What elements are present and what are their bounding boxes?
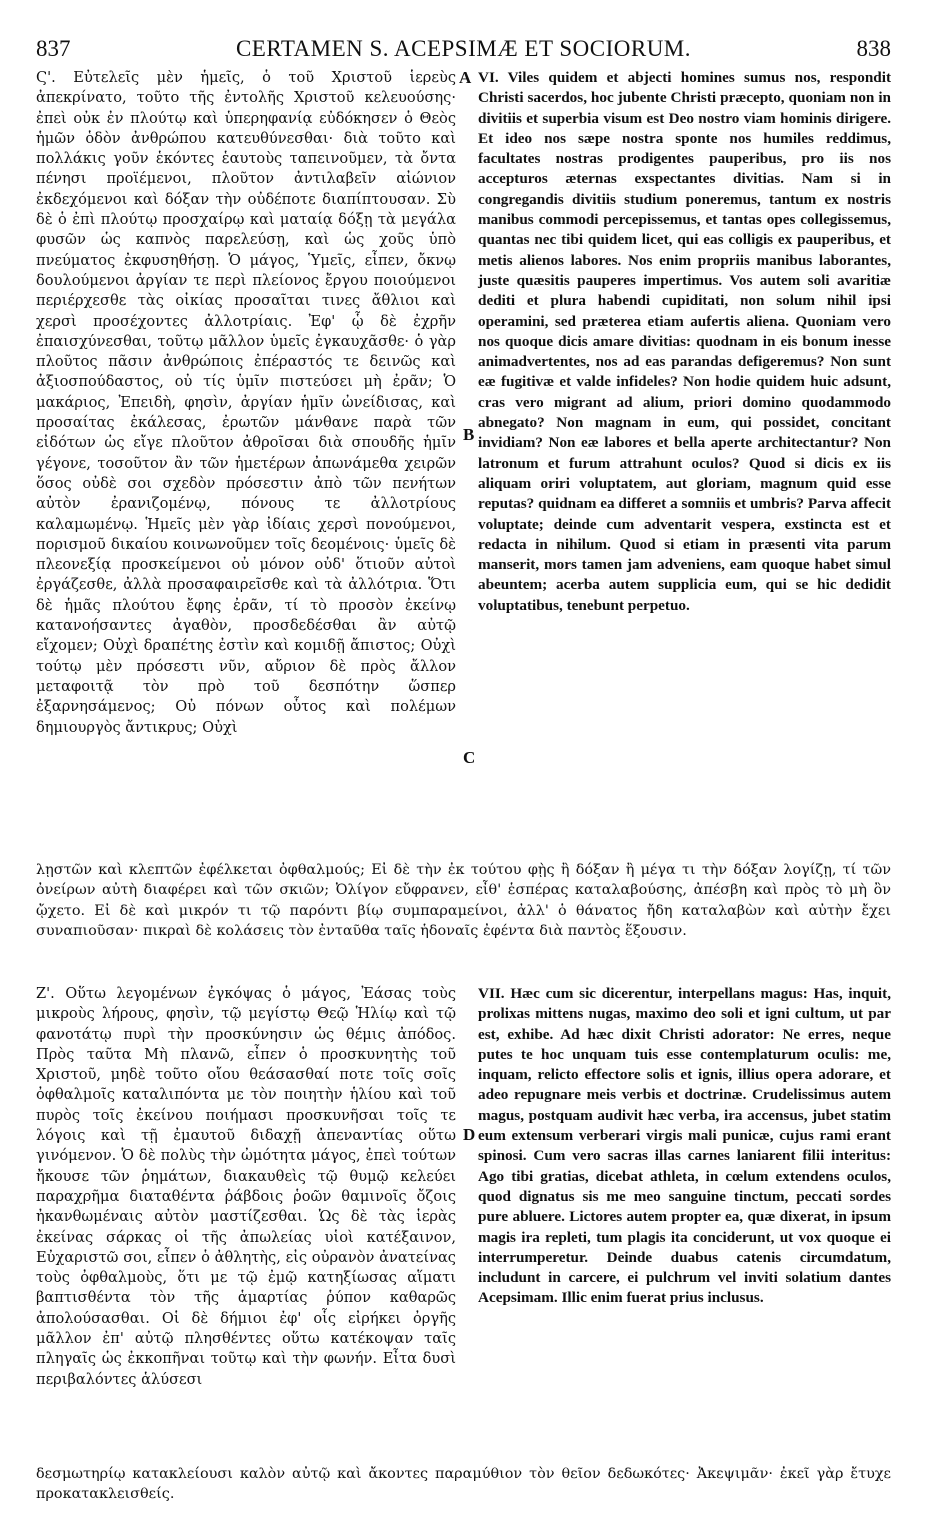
- margin-letter-d: D: [463, 1125, 476, 1144]
- page-number-right: 838: [856, 36, 891, 61]
- latin-column-bottom: [478, 984, 891, 1309]
- greek-column-top: [36, 68, 456, 738]
- page-number-left: 837: [36, 36, 71, 61]
- greek-column-bottom: [36, 984, 456, 1390]
- greek-paragraph-end: δεσμωτηρίῳ κατακλείουσι καλὸν αὐτῷ καὶ ἄκοντες παραμύθιον τὸν θεῖον δεδωκότες· Ἀκεψιμᾶν· ἐκεῖ γὰρ ἔτυχε προκατακλεισθείς.: [36, 1466, 891, 1503]
- margin-letter-c: C: [463, 748, 476, 767]
- margin-letter-a: A: [459, 68, 472, 87]
- greek-full-width-block: [36, 860, 891, 941]
- latin-column-top: [478, 68, 891, 616]
- greek-paragraph-vii: Ζ'. Οὕτω λεγομένων ἐγκόψας ὁ μάγος, Ἐάσας τοὺς μικροὺς λήρους, φησὶν, τῷ μεγίστῳ Θεῷ Ἡλίῳ καὶ τῷ φανοτάτῳ πυρὶ τὴν προσκύνησιν ὡς θέμις ἀπόδος. Πρὸς ταῦτα Μὴ πλανῶ, εἶπεν ὁ προσκυνητὴς τοῦ Χριστοῦ, μηδὲ τοῦτο οἴου θεάσασθαί ποτε τοῖς σοῖς ὀφθαλμοῖς καταλιπόντα με τὸν ποιητὴν ἡλίου καὶ τοῦ πυρὸς τοῖς ἐκείνου ποιήμασι προσκυνῆσαι τοῖς τε λόγοις καὶ τῇ ἐμαυτοῦ διδαχῇ ἀπεναντίας οὕτω γινόμενον. Ὁ δὲ πολὺς τὴν ὠμότητα μάγος, ἐπεὶ τούτων ἤκουσε τῶν ῥημάτων, διακαυθεὶς τῷ θυμῷ κελεύει παραχρῆμα διαταθέντα ῥάβδοις ῥοῶν θαμινοῖς ὄζοις ἠκανθωμέναις αὐτὸν μαστίζεσθαι. Ὡς δὲ τὰς ἱερὰς ἐκείνας σάρκας οἱ τῆς ἀπωλείας υἱοὶ κατέξαινον, Εὐχαριστῶ σοι, εἶπεν ὁ ἀθλητὴς, εἰς οὐρανὸν ἀνατείνας τοὺς ὀφθαλμοὺς, ὅτι με τῷ ἐμῷ κατηξίωσας αἵματι βαπτισθέντα τὸν τῆς ἁμαρτίας ῥύπον καθαρῶς ἀπολούσασθαι. Οἱ δὲ δήμιοι ἐφ' οἷς εἰρήκει ὀργῆς μᾶλλον ἐπ' αὐτῷ πλησθέντες οὕτω κατέκοψαν ταῖς πληγαῖς ὡς ἐκκοπῆναι τοῦτῳ καὶ τὴν φωνήν. Εἶτα δυσὶ περιβαλόντες ἁλύσεσι: [36, 985, 456, 1388]
- running-header: [36, 36, 891, 66]
- greek-final-block: [36, 1464, 891, 1505]
- greek-paragraph-continuation: λῃστῶν καὶ κλεπτῶν ἐφέλκεται ὀφθαλμούς; Εἰ δὲ τὴν ἐκ τούτου φῂς ἢ δόξαν ἢ μέγα τι τὴν δόξαν λογίζῃ, τί τῶν ὀνείρων αὐτὴ διαφέρει καὶ τῶν σκιῶν; Ὀλίγον εὔφρανεν, εἶθ' ἑσπέρας καταλαβούσης, ἀπέσβη καὶ πρὸς τὸ μὴ ὂν ᾤχετο. Εἰ δὲ καὶ μικρόν τι τῷ παρόντι βίῳ συμπαραμείνοι, ἀλλ' ὁ θάνατος ἤδη καταλαβὼν καὶ αὐτὴν ἔχει συναπιοῦσαν· πικραὶ δὲ κολάσεις τὸν ἐνταῦθα ταῖς ἡδοναῖς ἐφέντα διὰ παντὸς ἕξουσιν.: [36, 862, 891, 939]
- margin-letter-b: B: [463, 425, 475, 444]
- running-title: CERTAMEN S. ACEPSIMÆ ET SOCIORUM.: [235, 36, 692, 61]
- latin-paragraph-vii: VII. Hæc cum sic dicerentur, interpellans magus: Has, inquit, prolixas mittens nugas, maximo deo soli et igni cultum, ut par est, exhibe. Ad hæc dixit Christi adorator: Ne erres, neque putes te hoc unquam tuis esse contemplaturum oculis: me, inquam, relicto effectore solis et ignis, illius opera adorare, et adeo repugnare meis verbis et doctrinæ. Crudelissimus autem magus, postquam audivit hæc verba, ira accensus, jubet statim eum extensum verberari virgis mali punicæ, cujus rami erant spinosi. Cum vero sacras illas carnes laniarent filii interitus: Ago tibi gratias, dicebat athleta, in cœlum extendens oculos, quod dignatus sis me meo sanguine tinctum, peccati sordes pure abluere. Lictores autem propter ea, quæ dixerat, in ipsum magis ira repleti, tum plagis ita conciderunt, ut vox quoque ei interrumperetur. Deinde duabus catenis circumdatum, includunt in carcere, ei pulchrum vel inviti solatium dantes Acepsimam. Illic enim fuerat prius inclusus.: [478, 985, 891, 1307]
- latin-paragraph-vi: VI. Viles quidem et abjecti homines sumus nos, respondit Christi sacerdos, hoc jubente Christi præcepto, quoniam non in divitiis et superbia visum est Deo nostro viam hominis dirigere. Et ideo nos sæpe nostra sponte nos humiles reddimus, facultates nostras prodigentes pauperibus, pro iis nos accepturos æternas exspectantes divitias. Nam si in congregandis divitiis studium poneremus, tantum ex nostris manibus commodi percepissemus, et tantas opes collegissemus, quantas nec tibi quidem licet, qui eas colligis ex pauperibus, et metis alienos labores. Nos enim propriis manibus laborantes, juste quæsitis pauperes impertimus. Vos autem soli avaritiæ dediti et plura habendi cupiditati, non solum nihil ipsi operamini, sed præterea etiam aufertis aliena. Quoniam vero nos quoque dicis amare divitias: quodnam in eis bonum inesse animadvertentes, nos ad eas parandas defigeremus? Non sunt eæ fugitivæ et valde infideles? Non hodie quidem huic adsunt, cras vero migrant ad alium, priori domino quodammodo abnegato? Non magnam in eum, qui possidet, concitant invidiam? Non eæ labores et bella aperte architectantur? Non latronum et furum attrahunt oculos? Quod si dicis ex iis aliquam oriri voluptatem, aut gloriam, magnum quid esse reputas? quidnam ea differet a somniis et umbris? Parva affecit voluptate; deinde cum adventarit vespera, exstincta est et redacta in nihilum. Quod si etiam in præsenti vita parum manserit, mors tamen jam adveniens, eam quoque habet simul abeuntem; acerba autem supplicia eum, qui se hic dedidit voluptatibus, tenebunt perpetuo.: [478, 69, 891, 614]
- greek-paragraph-vi: Ϛ'. Εὐτελεῖς μὲν ἡμεῖς, ὁ τοῦ Χριστοῦ ἱερεὺς ἀπεκρίνατο, τοῦτο τῆς ἐντολῆς Χριστοῦ κελευούσης· ἐπεὶ οὐκ ἐν πλούτῳ καὶ ὑπερηφανίᾳ εὐδόκησεν ὁ Θεὸς ἡμῶν ὁδὸν ἀνθρώπου κατευθύνεσθαι· διὰ τοῦτο καὶ πολλάκις γοῦν ἑκόντες ἑαυτοὺς ταπεινοῦμεν, τὰ ὄντα πένησι προϊέμενοι, πλοῦτον ἀντιλαβεῖν αἰώνιον ἐκδεχόμενοι καὶ δόξαν τὴν οὐδέποτε διαπίπτουσαν. Σὺ δὲ ὁ ἐπὶ πλούτῳ προσχαίρῳ καὶ ματαίᾳ δόξῃ τὰ μεγάλα φυσῶν ὡς καπνὸς παρελεύσῃ, καὶ ὡς χοῦς ὑπὸ πνεύματος ἐκφυσηθήσῃ. Ὁ μάγος, Ὑμεῖς, εἶπεν, ὄκνῳ δουλούμενοι ἀργίαν τε περὶ πλείονος ἔργου ποιούμενοι περιέρχεσθε τὰς οἰκίας προσαῖται τινες ἄθλιοι καὶ χερσὶ προσέχοντες ἀλλοτρίαις. Ἐφ' ᾧ δὲ ἐχρῆν ἐπαισχύνεσθαι, τοῦτῳ μᾶλλον ὑμεῖς ἐγκαυχᾶσθε· ὁ γὰρ πλοῦτος πᾶσιν ἀνθρώποις ἐπέραστός τε δεινῶς καὶ ἀξιοσπούδαστος, οὐ τίς ὑμῖν πιστεύσει μὴ ἐρᾶν; Ὁ μακάριος, Ἐπειδὴ, φησὶν, ἀργίαν ἡμῖν ὠνείδισας, καὶ προσαίτας ἐκάλεσας, ἐρωτῶν μάνθανε παρὰ τῶν εἰδότων ὡς εἴγε πλοῦτον ἀθροῖσαι διὰ σπουδῆς ἡμῖν γέγονε, τοσοῦτον ἂν τῶν ἡμετέρων ἀπωνάμεθα χειρῶν ὅσος οὐδὲ σοι σχεδὸν πρόσεστιν ἀπὸ τῶν πενήτων αὐτὸν ἐρανιζομένῳ, πόνους τε ἀλλοτρίους καλαμωμένῳ. Ἡμεῖς μὲν γὰρ ἰδίαις χερσὶ πονούμενοι, πορισμοῦ δικαίου κοινωνοῦμεν τοῖς δεομένοις· ὑμεῖς δὲ πλεονεξίᾳ προσκείμενοι οὐ μόνον οὐδ' ὅτιοῦν αὐτοὶ ἐργάζεσθε, ἀλλὰ προσαφαιρεῖσθε καὶ τὰ ἀλλότρια. Ὅτι δὲ ἡμᾶς πλούτου ἔφης ἐρᾶν, τί τὸ προσὸν ἐκείνῳ κατανοήσαντες ἀγαθὸν, προσδεδέσθαι ἂν αὐτῷ εἴχομεν; Οὐχὶ δραπέτης ἐστὶν καὶ κομιδῇ ἄπιστος; Οὐχὶ τούτῳ μὲν πρόσεστι νῦν, αὔριον δὲ πρὸς ἄλλον μεταφοιτᾷ τὸν πρὸ τοῦ δεσπότην ὥσπερ ἐξαρνησάμενος; Οὐ πόνων οὗτος καὶ πολέμων δημιουργὸς ἄντικρυς; Οὐχὶ: [36, 69, 456, 736]
